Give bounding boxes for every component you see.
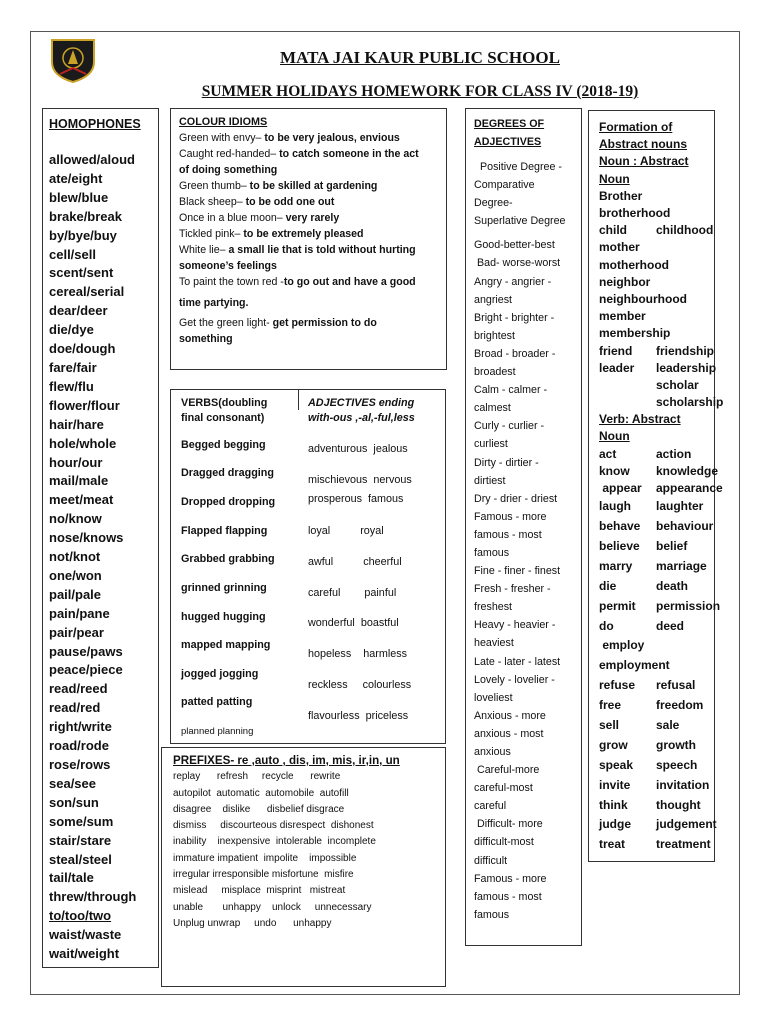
homophone-item: pail/pale (49, 586, 102, 602)
abstract-word: laughter (656, 499, 704, 514)
abstract-word: scholar (656, 377, 699, 392)
homophone-item: pain/pane (49, 605, 110, 621)
homophone-item: cereal/serial (49, 284, 125, 300)
homophone-item: die/dye (49, 322, 94, 338)
homophone-item: read/red (49, 700, 101, 716)
school-title: MATA JAI KAUR PUBLIC SCHOOL (280, 48, 560, 67)
base-word: mother (599, 240, 640, 255)
abstract-word: scholarship (656, 395, 724, 410)
homophone-item: right/write (49, 719, 112, 735)
idiom-meaning: of doing something (179, 164, 278, 176)
abstract-row (599, 188, 704, 205)
abstract-row (599, 796, 704, 816)
idiom-line (179, 130, 438, 146)
idiom-meaning: someone’s feelings (179, 260, 277, 272)
idiom-line (179, 210, 438, 226)
degree-item: Famous - more (474, 510, 547, 523)
idiom-phrase: Tickled pink– (179, 228, 244, 240)
homophone-item: dear/deer (49, 303, 108, 319)
degree-item: careful (474, 800, 507, 813)
abstract-row (599, 360, 717, 377)
base-word: treat (599, 837, 626, 852)
degree-item: Good-better-best (474, 239, 555, 252)
homework-subtitle: SUMMER HOLIDAYS HOMEWORK FOR CLASS IV (2018-19) (201, 83, 639, 100)
homophone-item: cell/sell (49, 246, 96, 262)
abstract-word: knowledge (656, 463, 719, 478)
homophone-item: flower/flour (49, 397, 120, 413)
idiom-line (179, 331, 438, 347)
homophone-item: mail/male (49, 473, 109, 489)
degree-item: broadest (474, 366, 516, 379)
abstract-heading-3: Noun : Abstract (599, 154, 689, 169)
idioms-list (179, 130, 438, 347)
idiom-phrase: Caught red-handed– (179, 148, 280, 160)
abstract-word: behaviour (656, 519, 714, 534)
degree-item: careful-most (474, 782, 533, 795)
idiom-meaning: to go out and have a good (283, 276, 416, 288)
degree-item: Dry - drier - driest (474, 492, 558, 505)
degrees-heading-1: DEGREES OF (474, 118, 545, 130)
idiom-meaning: to be extremely pleased (243, 228, 364, 240)
base-word: die (599, 578, 617, 593)
idiom-line (179, 162, 438, 178)
base-word: behave (599, 519, 641, 534)
homophone-item: peace/piece (49, 662, 123, 678)
abstract-row (599, 537, 704, 557)
degree-item: dirtiest (474, 474, 506, 487)
base-word: friend (599, 343, 633, 358)
prefix-line: disagree dislike disbelief disgrace (173, 803, 345, 815)
adjective-item: awful cheerful (308, 556, 402, 568)
homophone-item: read/reed (49, 681, 108, 697)
homophone-item: son/sun (49, 794, 99, 810)
abstract-row (599, 497, 704, 517)
idiom-meaning: something (179, 333, 233, 345)
abstract-row (599, 597, 721, 617)
abstract-row (599, 716, 704, 736)
abstract-row (599, 636, 704, 656)
verb-heading-1: Verb: Abstract (599, 412, 681, 427)
prefix-line: autopilot automatic automobile autofill (173, 787, 349, 799)
base-word: speak (599, 757, 634, 772)
idiom-line (179, 242, 438, 258)
abstract-row (599, 776, 710, 796)
degree-item: anxious (474, 746, 511, 758)
degree-item: Fresh - fresher - (474, 583, 551, 596)
abstract-row (599, 394, 724, 411)
abstract-word: sale (656, 718, 680, 733)
idiom-meaning: time partying. (179, 297, 249, 309)
degree-item: freshest (474, 601, 513, 614)
homophone-item: some/sum (49, 813, 114, 829)
homophones-list (49, 151, 152, 964)
verb-item: Flapped flapping (181, 525, 268, 537)
homophone-item: steal/steel (49, 851, 112, 867)
abstract-word: freedom (656, 698, 704, 713)
homophone-item: stair/stare (49, 832, 112, 848)
degrees-box (465, 108, 582, 946)
homophone-item: hole/whole (49, 435, 117, 451)
abstract-word: permission (656, 598, 721, 613)
verb-item: planned planning (181, 726, 254, 737)
homophone-item: tail/tale (49, 870, 94, 886)
idiom-meaning: to be very jealous, envious (264, 132, 400, 144)
idiom-line (179, 295, 438, 311)
idiom-phrase: Get the green light- (179, 317, 273, 329)
homophone-item: brake/break (49, 208, 122, 224)
adjective-item: careful painful (308, 587, 397, 599)
abstract-row (599, 480, 723, 497)
degree-item: famous (474, 546, 510, 559)
degree-item: difficult-most (474, 836, 534, 849)
verb-item: grinned grinning (181, 582, 267, 594)
abstract-word: leadership (656, 360, 717, 375)
degree-item: Curly - curlier - (474, 420, 545, 433)
abstract-row (599, 656, 704, 676)
abstract-row (599, 239, 704, 256)
prefix-line: Unplug unwrap undo unhappy (173, 917, 332, 929)
colour-idioms-heading: COLOUR IDIOMS (179, 116, 268, 128)
degree-item: Fine - finer - finest (474, 565, 561, 578)
homophone-item: by/bye/buy (49, 227, 117, 243)
degrees-intro-line: Positive Degree - (480, 161, 562, 173)
abstract-row (599, 517, 714, 537)
base-word: membership (599, 326, 671, 341)
prefix-line: immature impatient impolite impossible (173, 852, 357, 864)
verb-item: hugged hugging (181, 611, 266, 623)
degree-item: Angry - angrier - (474, 275, 552, 288)
abstract-row (599, 557, 707, 577)
abstract-nouns-box (588, 110, 724, 862)
prefix-line: mislead misplace misprint mistreat (173, 885, 346, 897)
verb-item: jogged jogging (181, 668, 259, 680)
base-word: know (599, 463, 630, 478)
idiom-phrase: To paint the town red - (179, 276, 284, 288)
prefixes-box (161, 747, 446, 987)
base-word: neighbor (599, 274, 651, 289)
idiom-line (179, 274, 438, 290)
prefixes-heading: PREFIXES- re ,auto , dis, im, mis, ir,in, un (173, 754, 400, 767)
base-word: believe (599, 539, 640, 553)
abstract-word: appearance (656, 481, 723, 496)
degrees-intro-line: Degree- (474, 197, 513, 210)
adjectives-column (308, 396, 443, 722)
base-word: brotherhood (599, 206, 671, 220)
degree-item: Bright - brighter - (474, 311, 555, 324)
abstract-word: growth (656, 737, 696, 752)
homophone-item: ate/eight (49, 170, 103, 186)
abstract-word: invitation (656, 777, 710, 792)
abstract-heading-1: Formation of (599, 120, 673, 134)
degree-item: Heavy - heavier - (474, 619, 556, 632)
idiom-line (179, 194, 438, 210)
abstract-word: action (656, 446, 692, 461)
verbs-heading-2: final consonant) (181, 412, 265, 424)
verbs-column (181, 396, 301, 737)
idiom-meaning: get permission to do (272, 317, 377, 329)
homophone-item: allowed/aloud (49, 152, 135, 167)
verb-item: patted patting (181, 696, 253, 708)
homophone-item: nose/knows (49, 530, 124, 546)
homophone-item: meet/meat (49, 492, 114, 508)
degree-item: Anxious - more (474, 709, 546, 722)
homophone-item: hair/hare (49, 416, 104, 432)
homophone-item: wait/weight (49, 946, 120, 962)
abstract-row (599, 676, 704, 696)
degree-item: calmest (474, 402, 511, 415)
base-word: Brother (599, 188, 643, 203)
degree-item: famous (474, 908, 510, 921)
prefix-line: replay refresh recycle rewrite (173, 771, 341, 783)
idiom-line (179, 315, 438, 331)
base-word: leader (599, 360, 635, 375)
base-word: refuse (599, 678, 636, 693)
homophone-item: one/won (49, 567, 102, 583)
abstract-row (599, 377, 704, 394)
abstract-heading-4: Noun (599, 171, 630, 186)
prefix-line: unable unhappy unlock unnecessary (173, 901, 372, 913)
abstract-row (599, 257, 704, 274)
abstract-word: treatment (656, 837, 711, 852)
prefix-line: inability inexpensive intolerable incomplete (173, 836, 376, 848)
adjective-item: prosperous famous (308, 493, 404, 505)
verb-heading-2: Noun (599, 429, 630, 444)
homophone-item: doe/dough (49, 341, 116, 357)
school-logo (48, 36, 98, 84)
base-word: do (599, 618, 614, 633)
degree-item: famous - most (474, 528, 542, 541)
homophone-item: to/too/two (49, 908, 112, 924)
homophone-item: pause/paws (49, 643, 123, 659)
abstract-row (599, 577, 704, 597)
homophone-item: sea/see (49, 775, 96, 791)
abstract-row (599, 815, 717, 835)
verb-item: Begged begging (181, 439, 266, 451)
base-word: member (599, 309, 646, 324)
idiom-meaning: a small lie that is told without hurting (228, 244, 416, 256)
idiom-line (179, 258, 438, 274)
homophone-item: flew/flu (49, 378, 94, 394)
abstract-heading-2: Abstract nouns (599, 137, 688, 152)
abstract-word: thought (656, 797, 701, 812)
homophone-item: fare/fair (49, 359, 97, 375)
degree-item: anxious - most (474, 727, 544, 740)
idiom-phrase: Once in a blue moon– (179, 212, 286, 224)
abstract-row (599, 756, 704, 776)
degree-item: heaviest (474, 637, 514, 650)
homophone-item: pair/pear (49, 624, 104, 640)
abstract-row (599, 205, 704, 222)
homophone-item: hour/our (49, 454, 103, 470)
degree-item: Bad- worse-worst (477, 257, 561, 270)
base-word: marry (599, 558, 633, 573)
adjective-item: wonderful boastful (308, 617, 399, 629)
base-word: grow (599, 737, 628, 752)
homophone-item: blew/blue (49, 189, 109, 205)
degree-item: Dirty - dirtier - (474, 456, 539, 469)
adjective-item: reckless colourless (308, 679, 412, 691)
base-word: permit (599, 598, 636, 613)
base-word: sell (599, 718, 620, 733)
abstract-word: belief (656, 539, 688, 553)
verb-item: Dropped dropping (181, 496, 276, 508)
degree-item: difficult (474, 854, 508, 867)
adjective-item: hopeless harmless (308, 648, 408, 660)
abstract-row (599, 835, 711, 855)
abstract-row (599, 446, 704, 463)
base-word: free (599, 698, 622, 713)
degrees-intro-line: Comparative (474, 179, 535, 192)
colour-idioms-box (170, 108, 447, 370)
degree-item: Late - later - latest (474, 655, 561, 668)
abstract-word: death (656, 578, 689, 593)
idiom-line (179, 178, 438, 194)
homophone-item: not/knot (49, 549, 101, 565)
abstract-word: friendship (656, 343, 715, 358)
verb-item: mapped mapping (181, 639, 271, 651)
homophone-item: scent/sent (49, 265, 114, 281)
base-word: laugh (599, 499, 631, 514)
abstract-row (599, 222, 714, 239)
degree-item: angriest (474, 293, 513, 306)
idiom-phrase: Green thumb– (179, 180, 250, 192)
degree-item: Broad - broader - (474, 347, 556, 360)
abstract-row (599, 308, 704, 325)
homophone-item: threw/through (49, 889, 137, 905)
abstract-row (599, 617, 704, 637)
base-word: act (599, 446, 617, 461)
adjective-item: mischievous nervous (308, 474, 412, 486)
idiom-line (179, 146, 438, 162)
abstract-row (599, 325, 704, 342)
base-word: child (599, 223, 628, 238)
abstract-word: marriage (656, 558, 707, 573)
base-word: invite (599, 777, 631, 792)
degree-item: Difficult- more (477, 818, 543, 831)
abstract-word: judgement (656, 817, 717, 832)
homophone-item: rose/rows (49, 757, 111, 772)
degrees-heading-2: ADJECTIVES (474, 136, 542, 148)
abstract-row (599, 736, 704, 756)
abstract-word: deed (656, 618, 685, 633)
degree-item: famous - most (474, 890, 542, 903)
base-word: neighbourhood (599, 291, 687, 306)
abstract-word: speech (656, 757, 698, 772)
abstract-row (599, 291, 704, 308)
homophone-item: waist/waste (49, 927, 122, 943)
adjectives-heading-1: ADJECTIVES ending (308, 397, 415, 409)
verbs-heading-1: VERBS(doubling (181, 397, 268, 409)
base-word: appear (599, 481, 642, 496)
idiom-phrase: White lie– (179, 244, 229, 256)
degree-item: Lovely - lovelier - (474, 673, 555, 686)
abstract-row (599, 274, 704, 291)
abstract-row (599, 463, 719, 480)
abstract-row (599, 696, 704, 716)
homophones-box (42, 108, 159, 968)
adjectives-heading-2: with-ous ,-al,-ful,less (308, 412, 415, 424)
base-word: motherhood (599, 257, 669, 272)
idiom-phrase: Green with envy– (179, 132, 265, 144)
idiom-meaning: to be skilled at gardening (249, 180, 378, 192)
degree-item: Famous - more (474, 872, 547, 885)
abstract-word: refusal (656, 678, 696, 693)
abstract-word: childhood (656, 223, 714, 238)
verb-item: Dragged dragging (181, 467, 274, 479)
adjective-item: flavourless priceless (308, 710, 409, 722)
idiom-line (179, 226, 438, 242)
adjective-item: adventurous jealous (308, 443, 408, 455)
base-word: employ (599, 638, 645, 653)
homophones-heading: HOMOPHONES (49, 117, 141, 131)
homophone-item: road/rode (49, 738, 109, 754)
homophone-item: no/know (49, 511, 102, 527)
idiom-meaning: to be odd one out (245, 196, 335, 208)
idiom-phrase: Black sheep– (179, 196, 246, 208)
degree-item: loveliest (474, 691, 513, 704)
degree-item: Careful-more (477, 764, 540, 777)
verb-item: Grabbed grabbing (181, 553, 275, 565)
base-word: employment (599, 658, 670, 673)
adjective-item: loyal royal (308, 525, 384, 537)
prefix-line: irregular irresponsible misfortune misfire (173, 869, 354, 881)
degree-item: Calm - calmer - (474, 384, 548, 397)
prefix-line: dismiss discourteous disrespect dishonest (173, 820, 374, 832)
abstract-row (599, 343, 715, 360)
idiom-meaning: to catch someone in the act (279, 148, 419, 160)
base-word: think (599, 797, 628, 812)
base-word: judge (599, 817, 631, 832)
degree-item: curliest (474, 438, 508, 451)
degrees-intro-line: Superlative Degree (474, 215, 566, 228)
idiom-meaning: very rarely (285, 212, 340, 224)
verbs-adjectives-box (170, 389, 446, 744)
degree-item: brightest (474, 329, 515, 342)
